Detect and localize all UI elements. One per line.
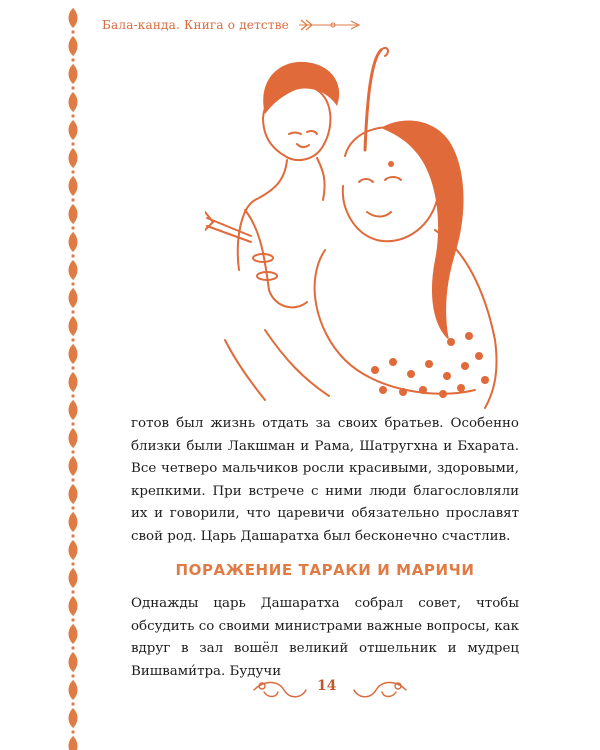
leaf-ornament-icon xyxy=(69,288,78,308)
dot-ornament-icon xyxy=(71,142,74,145)
leaf-ornament-icon xyxy=(69,568,78,588)
dot-ornament-icon xyxy=(71,170,74,173)
leaf-ornament-icon xyxy=(69,92,78,112)
dot-ornament-icon xyxy=(71,58,74,61)
leaf-ornament-icon xyxy=(69,400,78,420)
running-head xyxy=(102,18,363,32)
leaf-ornament-icon xyxy=(69,596,78,616)
leaf-ornament-icon xyxy=(69,260,78,280)
leaf-ornament-icon xyxy=(69,428,78,448)
dot-ornament-icon xyxy=(71,310,74,313)
leaf-ornament-icon xyxy=(69,484,78,504)
running-title: Бала-канда. Книга о детстве xyxy=(102,18,289,32)
dot-ornament-icon xyxy=(71,562,74,565)
dot-ornament-icon xyxy=(71,226,74,229)
leaf-ornament-icon xyxy=(69,204,78,224)
dot-ornament-icon xyxy=(71,450,74,453)
dot-ornament-icon xyxy=(71,422,74,425)
page-number: 14 xyxy=(317,678,337,694)
leaf-ornament-icon xyxy=(69,736,78,750)
paragraph-1 xyxy=(131,413,519,549)
dot-ornament-icon xyxy=(71,646,74,649)
leaf-ornament-icon xyxy=(69,176,78,196)
leaf-ornament-icon xyxy=(69,232,78,252)
dot-ornament-icon xyxy=(71,674,74,677)
leaf-ornament-icon xyxy=(69,64,78,84)
dot-ornament-icon xyxy=(71,702,74,705)
dot-ornament-icon xyxy=(71,590,74,593)
border-ornament-icon xyxy=(60,0,86,750)
leaf-ornament-icon xyxy=(69,512,78,532)
mother-child-illustration xyxy=(205,40,505,412)
leaf-ornament-icon xyxy=(69,148,78,168)
leaf-ornament-icon xyxy=(69,540,78,560)
dot-ornament-icon xyxy=(71,534,74,537)
leaf-ornament-icon xyxy=(69,120,78,140)
section-heading: ПОРАЖЕНИЕ ТАРАКИ И МАРИЧИ xyxy=(175,561,475,579)
leaf-ornament-icon xyxy=(69,344,78,364)
dot-ornament-icon xyxy=(71,30,74,33)
leaf-ornament-icon xyxy=(69,624,78,644)
leaf-ornament-icon xyxy=(69,316,78,336)
dot-ornament-icon xyxy=(71,506,74,509)
dot-ornament-icon xyxy=(71,394,74,397)
leaf-ornament-icon xyxy=(69,8,78,28)
leaf-ornament-icon xyxy=(69,372,78,392)
dot-ornament-icon xyxy=(71,86,74,89)
leaf-ornament-icon xyxy=(69,36,78,56)
leaf-ornament-icon xyxy=(69,652,78,672)
dot-ornament-icon xyxy=(71,730,74,733)
dot-ornament-icon xyxy=(71,254,74,257)
dot-ornament-icon xyxy=(71,338,74,341)
leaf-ornament-icon xyxy=(69,680,78,700)
paragraph-2-text: Однажды царь Дашаратха собрал совет, чтобы обсудить со своими министрами важные вопросы, как вдруг в зал вошёл великий отшельник и мудрец Вишвами́тра. Будучи xyxy=(131,596,519,679)
arrow-ornament-icon xyxy=(297,18,363,32)
paragraph-1-text: готов был жизнь отдать за своих братьев. Особенно близки были Лакшман и Рама, Шатругхна и Бхарата. Все четверо мальчиков росли красивыми, здоровыми, крепкими. При встрече с ними люди благословляли их и говорили, что царевичи обязательно прославят свой род. Царь Дашаратха был бесконечно счастлив. xyxy=(131,416,519,544)
dot-ornament-icon xyxy=(71,282,74,285)
leaf-ornament-icon xyxy=(69,708,78,728)
dot-ornament-icon xyxy=(71,114,74,117)
leaf-ornament-icon xyxy=(69,456,78,476)
dot-ornament-icon xyxy=(71,618,74,621)
dot-ornament-icon xyxy=(71,198,74,201)
dot-ornament-icon xyxy=(71,478,74,481)
dot-ornament-icon xyxy=(71,366,74,369)
